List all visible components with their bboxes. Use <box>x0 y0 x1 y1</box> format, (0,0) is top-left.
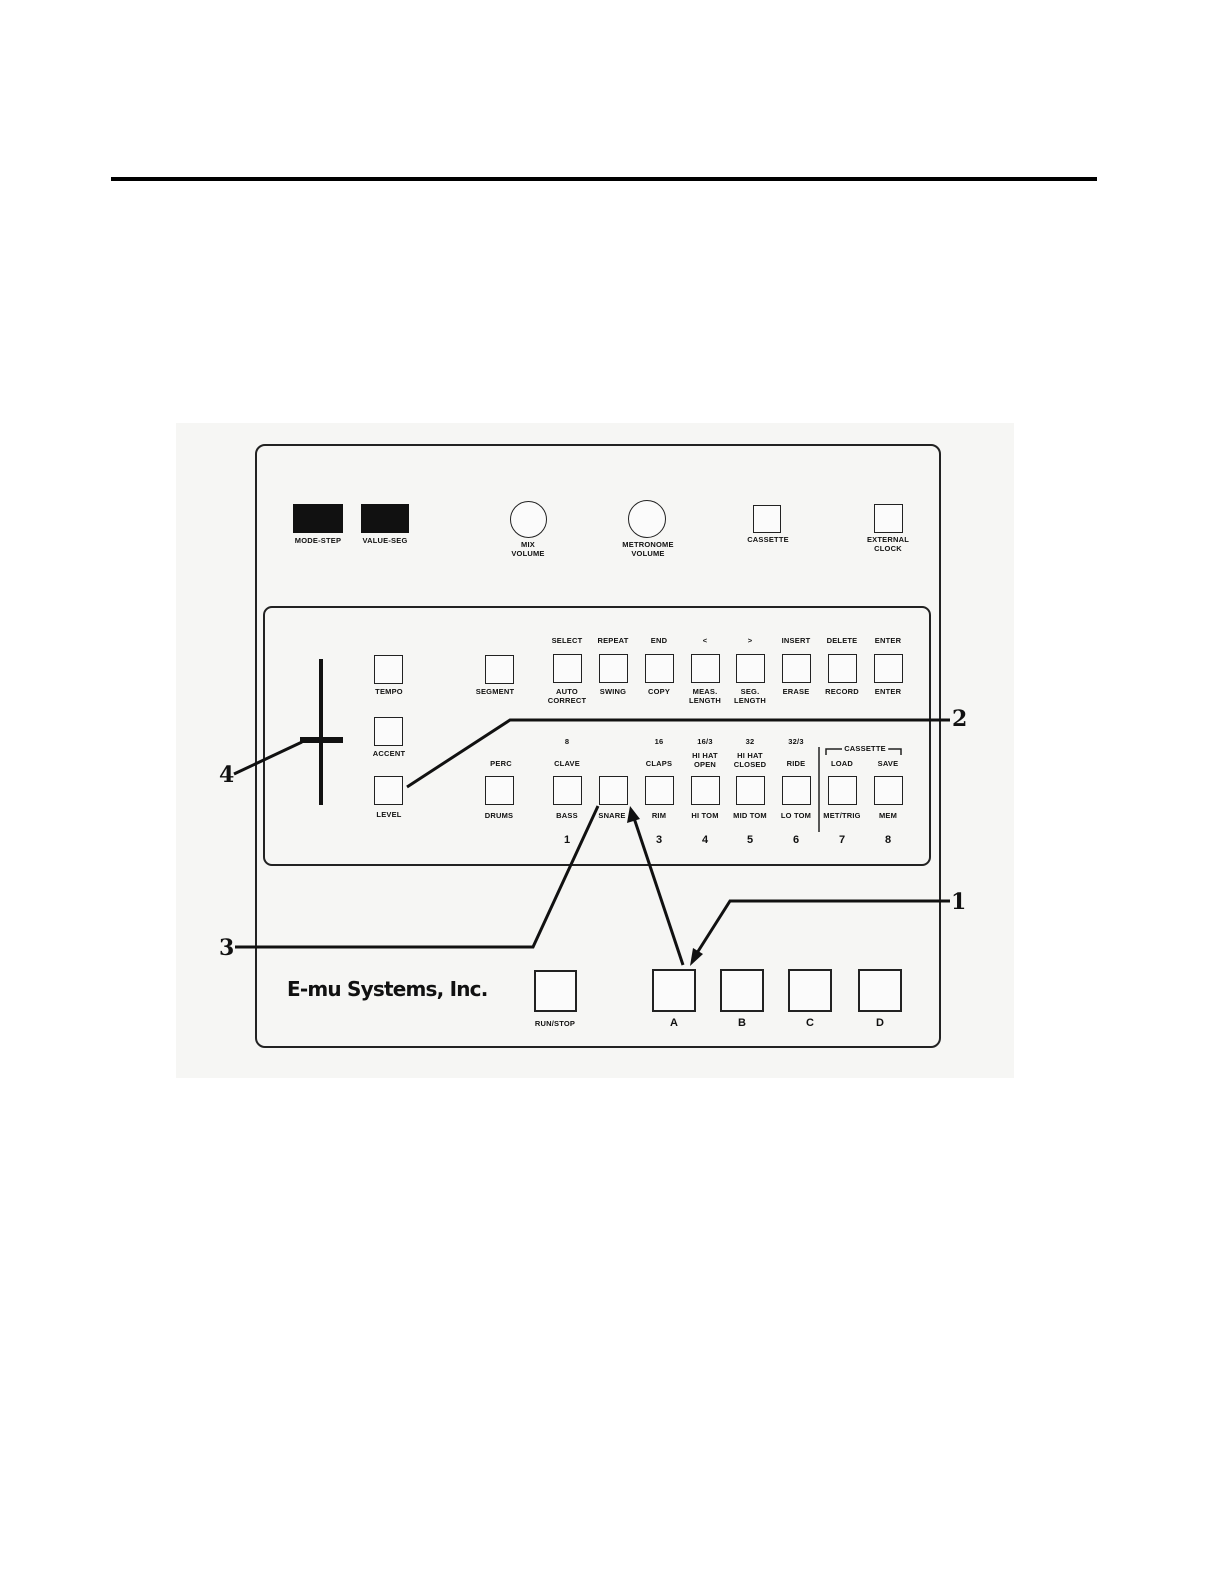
mode-step-display <box>293 504 343 533</box>
rim-button[interactable] <box>645 776 674 805</box>
row2-bottom-label: MET/TRIG <box>823 811 861 820</box>
tempo-label: TEMPO <box>375 687 403 696</box>
row1-top-label: ENTER <box>874 636 902 645</box>
mid-tom-button[interactable] <box>736 776 765 805</box>
callout-1-line <box>697 901 950 953</box>
external-clock-jack[interactable] <box>874 504 903 533</box>
row1-bottom-label: RECORD <box>825 687 859 696</box>
segment-label: SEGMENT <box>475 687 515 696</box>
enter-button[interactable] <box>874 654 903 683</box>
row2-top-label: HI HAT CLOSED <box>733 751 767 769</box>
drums-button[interactable] <box>485 776 514 805</box>
row1-bottom-label: MEAS. LENGTH <box>688 687 722 705</box>
seg-length-button[interactable] <box>736 654 765 683</box>
pad-label: A <box>670 1017 678 1029</box>
step-number: 7 <box>838 834 846 846</box>
swing-button[interactable] <box>599 654 628 683</box>
pad-d-button[interactable] <box>858 969 902 1012</box>
callout-4-line <box>234 742 302 774</box>
hi-tom-button[interactable] <box>691 776 720 805</box>
pad-a-button[interactable] <box>652 969 696 1012</box>
callout-1-arrowhead <box>690 948 703 966</box>
row2-top-label: CLAVE <box>554 759 580 768</box>
cassette-jack[interactable] <box>753 505 781 533</box>
tempo-button[interactable] <box>374 655 403 684</box>
pad-a-arrowhead <box>627 806 640 823</box>
row2-bottom-label: MEM <box>878 811 898 820</box>
external-clock-label: EXTERNAL CLOCK <box>866 535 910 553</box>
note-value-label: 16 <box>654 737 664 746</box>
note-value-label: 32/3 <box>788 737 804 746</box>
callout-3-line <box>235 806 598 947</box>
row1-bottom-label: ENTER <box>874 687 902 696</box>
row1-bottom-label: SEG. LENGTH <box>733 687 767 705</box>
lo-tom-button[interactable] <box>782 776 811 805</box>
mem-button[interactable] <box>874 776 903 805</box>
cassette-jack-label: CASSETTE <box>747 535 789 544</box>
row2-bottom-label: RIM <box>651 811 667 820</box>
mode-step-label: MODE-STEP <box>294 536 342 545</box>
row1-bottom-label: COPY <box>647 687 671 696</box>
metronome-volume-label: METRONOME VOLUME <box>622 540 674 558</box>
value-seg-display <box>361 504 409 533</box>
row1-top-label: REPEAT <box>597 636 629 645</box>
brand-logo: E-mu Systems, Inc. <box>287 977 488 1001</box>
row1-top-label: > <box>747 636 753 645</box>
auto-correct-button[interactable] <box>553 654 582 683</box>
row1-top-label: DELETE <box>826 636 858 645</box>
copy-button[interactable] <box>645 654 674 683</box>
step-number: 1 <box>563 834 571 846</box>
bass-button[interactable] <box>553 776 582 805</box>
callout-1: 1 <box>951 889 967 915</box>
metronome-volume-knob[interactable] <box>628 500 666 538</box>
note-value-label: 16/3 <box>697 737 713 746</box>
snare-button[interactable] <box>599 776 628 805</box>
callout-4: 4 <box>219 762 235 788</box>
run-stop-label: RUN/STOP <box>534 1019 576 1028</box>
row2-bottom-label: HI TOM <box>691 811 719 820</box>
row2-bottom-label: MID TOM <box>733 811 767 820</box>
pad-label: C <box>806 1017 814 1029</box>
record-button[interactable] <box>828 654 857 683</box>
row1-top-label: < <box>702 636 708 645</box>
pad-label: B <box>738 1017 746 1029</box>
accent-label: ACCENT <box>372 749 406 758</box>
meas-length-button[interactable] <box>691 654 720 683</box>
run-stop-button[interactable] <box>534 970 577 1012</box>
pad-label: D <box>876 1017 884 1029</box>
drums-label: DRUMS <box>484 811 514 820</box>
level-button[interactable] <box>374 776 403 805</box>
inner-panel <box>264 607 930 865</box>
row1-bottom-label: ERASE <box>782 687 810 696</box>
level-label: LEVEL <box>376 810 402 819</box>
met-trig-button[interactable] <box>828 776 857 805</box>
accent-button[interactable] <box>374 717 403 746</box>
pad-c-button[interactable] <box>788 969 832 1012</box>
step-number: 8 <box>884 834 892 846</box>
row2-bottom-label: SNARE <box>598 811 626 820</box>
row1-top-label: END <box>650 636 668 645</box>
pad-b-button[interactable] <box>720 969 764 1012</box>
row2-top-label: HI HAT OPEN <box>692 751 718 769</box>
perc-label: PERC <box>490 759 512 768</box>
erase-button[interactable] <box>782 654 811 683</box>
note-value-label: 8 <box>564 737 570 746</box>
row2-top-label: RIDE <box>786 759 806 768</box>
value-seg-label: VALUE-SEG <box>362 536 408 545</box>
mix-volume-label: MIX VOLUME <box>511 540 545 558</box>
step-number: 4 <box>701 834 709 846</box>
row1-top-label: INSERT <box>781 636 811 645</box>
step-number: 6 <box>792 834 800 846</box>
mix-volume-knob[interactable] <box>510 501 547 538</box>
step-number: 3 <box>655 834 663 846</box>
outer-panel <box>256 445 940 1047</box>
row1-top-label: SELECT <box>551 636 583 645</box>
row2-top-label: LOAD <box>830 759 854 768</box>
row1-bottom-label: SWING <box>599 687 627 696</box>
callout-2: 2 <box>952 706 968 732</box>
row2-bottom-label: BASS <box>556 811 578 820</box>
cassette-group-label: CASSETTE <box>844 744 886 753</box>
row2-top-label: CLAPS <box>645 759 673 768</box>
row2-top-label: SAVE <box>877 759 899 768</box>
row1-bottom-label: AUTO CORRECT <box>547 687 587 705</box>
row2-bottom-label: LO TOM <box>780 811 812 820</box>
note-value-label: 32 <box>745 737 755 746</box>
segment-button[interactable] <box>485 655 514 684</box>
step-number: 5 <box>746 834 754 846</box>
callout-3: 3 <box>219 935 235 961</box>
